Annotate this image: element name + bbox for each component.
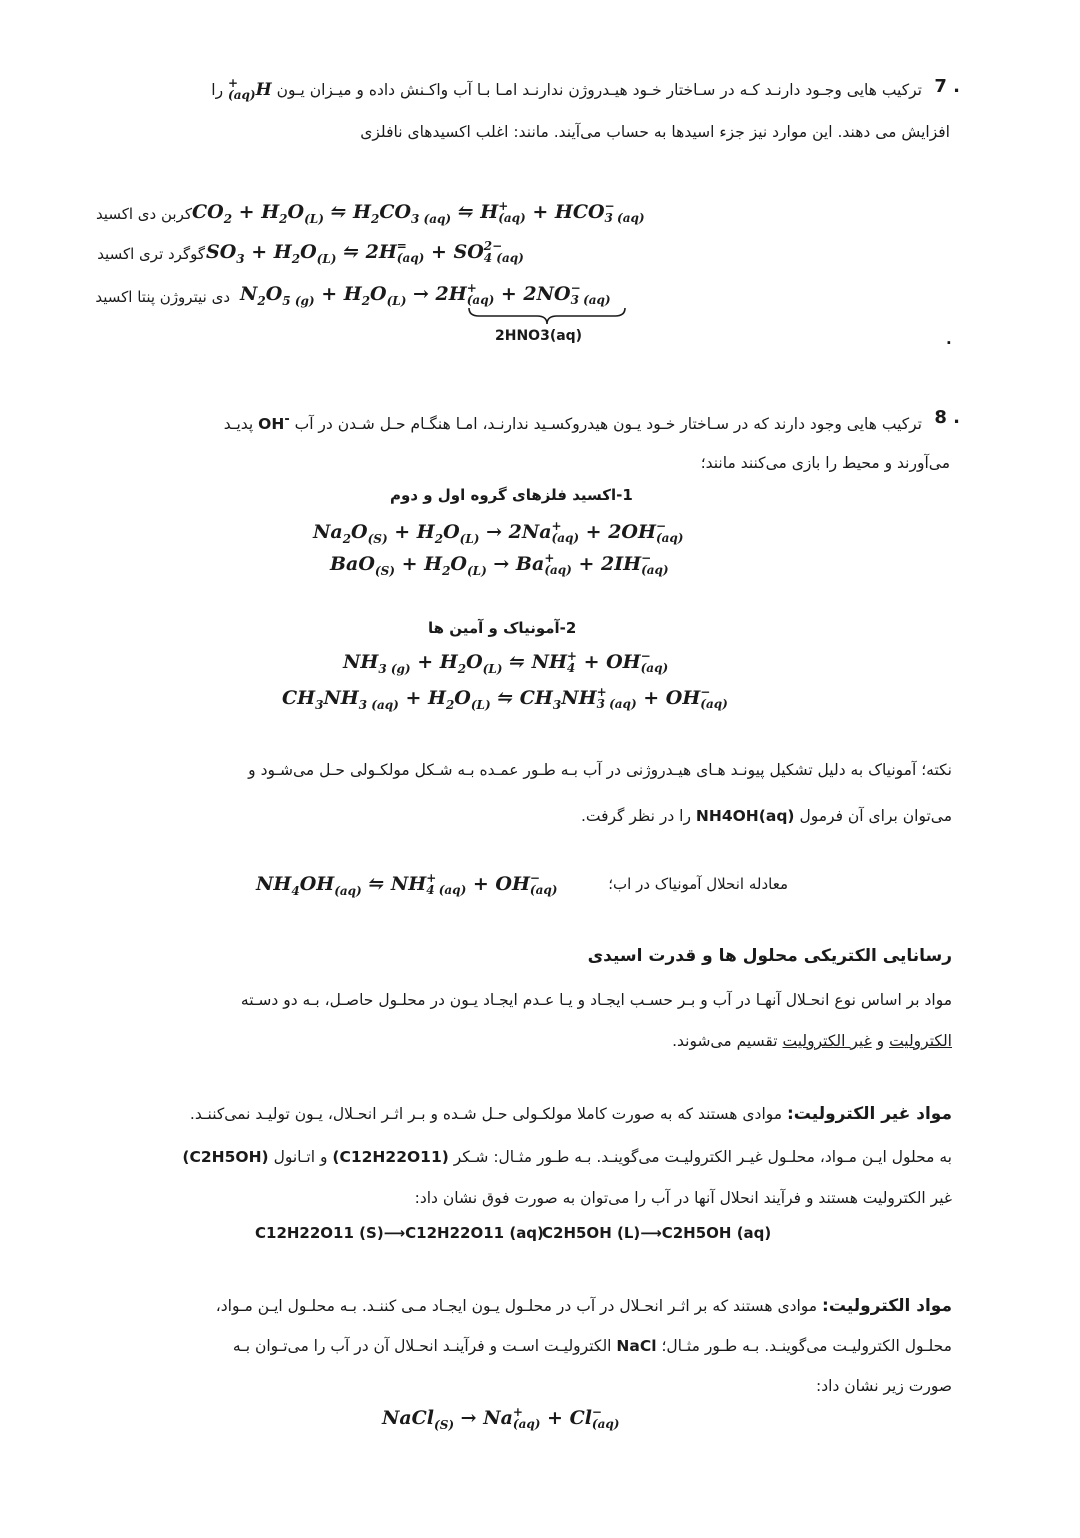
- section7-line1-text: ترکیب هایی وجـود دارنـد کـه در سـاختار خـود هیـدروژن ندارنـد امـا بـا آب واکـنش داده و میـزان یـون: [276, 81, 922, 99]
- electrolyte-line1: [52, 1286, 952, 1326]
- section7-line2: افزایش می دهند. این موارد نیز جزء اسیدها به حساب می‌آیند. مانند: اغلب اکسیدهای نافلزی: [360, 123, 950, 141]
- underbrace: [467, 306, 627, 326]
- section8-line1-end: پدیـد: [223, 415, 254, 434]
- electrolyte-title: مواد الکترولیت:: [822, 1296, 952, 1316]
- nonelectrolyte-line1-text: موادی هستند که به صورت کاملا مولکـولی حـل شـده و بـر اثـر انحـلال، یـون تولیـد نمی‌کننـد.: [189, 1105, 783, 1123]
- heading-conductivity: رسانایی الکتریکی محلول ها و قدرت اسیدی: [587, 946, 952, 966]
- equation-nh4oh: $NH_4OH_{(aq)}$ ⇋ NH + 4 (aq) + OH − (aq): [256, 871, 558, 898]
- electrolyte-line2: [52, 1326, 952, 1366]
- section8-line1: [62, 400, 922, 444]
- equation-so3: $SO_3 + H_2O_{(L)}$ ⇋ 2H = (aq) + SO 2− 4 (aq): [206, 239, 524, 266]
- equation-sugar: C12H22O11 (S)⟶C12H22O11 (aq): [255, 1224, 544, 1242]
- stray-dot: .: [946, 330, 952, 348]
- conductivity-line2: [452, 1021, 952, 1061]
- equation-na2o: $Na_2O_{(S)} + H_2O_{(L)} \to 2Na$ + (aq) + 2OH − (aq): [313, 519, 684, 546]
- note-line1: نکته؛ آمونیاک به دلیل تشکیل پیونـد هـای هیـدروژنی در آب بـه طـور عمـده بـه شـکل مولکـولی حـل می‌شـود و: [248, 761, 952, 779]
- equation-ch3nh3: $CH_3NH_{3 (aq)} + H_2O_{(L)}$ ⇋ $CH_3NH$ + 3 (aq) + OH − (aq): [282, 685, 728, 712]
- note-line2: [452, 796, 952, 836]
- subtitle-metal-oxides: 1-اکسید فلزهای گروه اول و دوم: [390, 486, 633, 504]
- nonelectrolyte-line3: غیر الکترولیت هستند و فرآیند انحلال آنها در آب را می‌توان به صورت فوق نشان داد:: [414, 1189, 952, 1207]
- equation-nacl: NaCl$_{(S)}$ → Na + (aq) + Cl − (aq): [382, 1405, 620, 1432]
- equation-nh3: $NH_{3 (g)} + H_2O_{(L)}$ ⇋ NH + 4 + OH − (aq): [343, 649, 669, 676]
- h-ion-inline: H + (aq): [228, 76, 272, 102]
- section7-line1-end: را: [211, 81, 224, 99]
- label-carbon-dioxide: کربن دی اکسید: [95, 205, 192, 223]
- item-number-7: 7 .: [934, 76, 960, 97]
- equation-co2: $CO_2 + H_2O_{(L)}$ ⇋ $H_2CO_{3 (aq)}$ ⇋ H + (aq) + HCO − 3 (aq): [192, 199, 645, 226]
- brace-label-hno3: 2HNO3(aq): [495, 328, 583, 344]
- electrolyte-line2-a: محلـول الکترولیـت می‌گوینـد. بـه طـور مثـال؛: [661, 1337, 952, 1355]
- nacl-formula: NaCl: [616, 1337, 657, 1355]
- and-word: و: [876, 1032, 885, 1050]
- sugar-formula: (C12H22O11): [332, 1148, 449, 1166]
- label-ammonia-dissolution: معادله انحلال آمونیاک در اب؛: [608, 875, 788, 893]
- label-dinitrogen-pentoxide: دی نیتروژن پنتا اکسید: [95, 288, 230, 306]
- label-sulfur-trioxide: گوگرد تری اکسید: [97, 245, 205, 263]
- nonelectrolyte-line1: [52, 1094, 952, 1134]
- equation-ethanol: C2H5OH (L)⟶C2H5OH (aq): [542, 1224, 772, 1242]
- ethanol-formula: (C2H5OH): [182, 1148, 269, 1166]
- item-number-8: 8 .: [934, 407, 960, 428]
- nonelectrolyte-title: مواد غیر الکترولیت:: [787, 1104, 952, 1124]
- nh4oh-formula: NH4OH(aq): [695, 807, 795, 825]
- conductivity-line2-end: تقسیم می‌شوند.: [672, 1032, 778, 1050]
- note-line2-a: می‌توان برای آن فرمول: [799, 807, 952, 825]
- electrolyte-line2-b: الکترولیـت اسـت و فرآینـد انحـلال آن در آب را می‌تـوان بـه: [232, 1337, 612, 1355]
- subtitle-ammonia-amines: 2-آمونیاک و آمین ها: [428, 619, 577, 637]
- oh-ion-inline: OH-: [258, 412, 290, 434]
- note-line2-b: را در نظر گرفت.: [580, 807, 691, 825]
- section8-line2: می‌آورند و محیط را بازی می‌کنند مانند؛: [700, 454, 950, 472]
- equation-n2o5: $N_2O_{5 (g)} + H_2O_{(L)} \to 2H$ + (aq) + 2NO − 3 (aq): [240, 281, 611, 308]
- nonelectrolyte-line2: [52, 1137, 952, 1177]
- term-nonelectrolyte: غیر الکترولیت: [782, 1032, 872, 1050]
- section8-line1-text: ترکیب هایی وجود دارند که در سـاختار خـود یـون هیدروکسـید ندارنـد، امـا هنگـام حـل شـدن در آب: [294, 415, 922, 434]
- nonelectrolyte-line2-a: به محلول ایـن مـواد، محلـول غیـر الکترولیـت می‌گوینـد. بـه طـور مثـال: شـکر: [453, 1148, 952, 1166]
- section7-line1: [62, 70, 922, 110]
- electrolyte-line3: صورت زیر نشان داد:: [816, 1377, 952, 1395]
- oh-text: OH: [258, 415, 285, 434]
- term-electrolyte: الکترولیت: [889, 1032, 952, 1050]
- nonelectrolyte-line2-b: و اتـانول: [273, 1148, 328, 1166]
- electrolyte-line1-text: موادی هستند که بر اثـر انحـلال در آب در محلـول یـون ایجـاد مـی کننـد. بـه محلـول ایـن مـواد،: [215, 1297, 818, 1315]
- equation-bao: $BaO_{(S)} + H_2O_{(L)} \to Ba$ + (aq) + 2IH − (aq): [330, 551, 669, 578]
- conductivity-line1: مواد بر اساس نوع انحـلال آنهـا در آب و بـر حسـب ایجـاد و یـا عـدم ایجـاد یـون در محلـول حاصـل، بـه دو دسـته: [240, 991, 952, 1009]
